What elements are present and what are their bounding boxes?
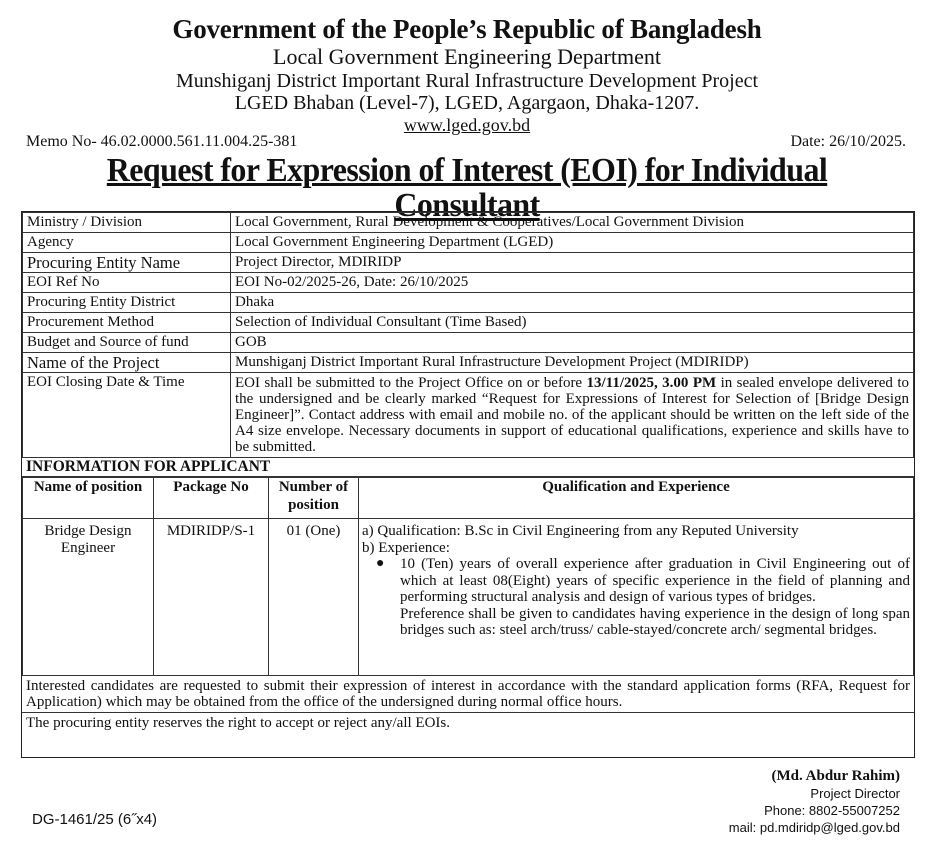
signatory-phone: Phone: 8802-55007252 bbox=[764, 803, 900, 818]
info-row bbox=[23, 293, 914, 313]
info-key: Budget and Source of fund bbox=[23, 333, 231, 353]
office-address: LGED Bhaban (Level-7), LGED, Agargaon, Dhaka-1207. bbox=[234, 92, 700, 115]
info-row bbox=[23, 333, 914, 353]
qualification-cell bbox=[359, 519, 914, 676]
info-row bbox=[23, 353, 914, 373]
government-title: Government of the People’s Republic of Bangladesh bbox=[172, 14, 762, 44]
info-key: Name of the Project bbox=[23, 353, 231, 373]
col-header-qualification: Qualification and Experience bbox=[359, 478, 914, 519]
signatory-designation: Project Director bbox=[810, 786, 900, 801]
info-row bbox=[23, 313, 914, 333]
memo-row bbox=[14, 133, 920, 153]
signature-block bbox=[729, 768, 900, 836]
notice-title: Request for Expression of Interest (EOI) for Individual Consultant bbox=[106, 151, 828, 225]
info-table bbox=[22, 212, 914, 458]
info-value: Dhaka bbox=[231, 293, 914, 313]
info-key: Agency bbox=[23, 233, 231, 253]
rights-note: The procuring entity reserves the right to accept or reject any/all EOIs. bbox=[26, 715, 450, 731]
info-value: GOB bbox=[231, 333, 914, 353]
info-value: EOI No-02/2025-26, Date: 26/10/2025 bbox=[231, 273, 914, 293]
info-key: Procurement Method bbox=[23, 313, 231, 333]
count-cell: 01 (One) bbox=[269, 519, 359, 676]
package-cell: MDIRIDP/S-1 bbox=[154, 519, 269, 676]
signatory-email: mail: pd.mdiridp@lged.gov.bd bbox=[728, 820, 900, 835]
info-row bbox=[23, 213, 914, 233]
qualification-line: a) Qualification: B.Sc in Civil Engineering from any Reputed University bbox=[362, 523, 799, 539]
info-value: Local Government Engineering Department (LGED) bbox=[231, 233, 914, 253]
info-key: Procuring Entity District bbox=[23, 293, 231, 313]
department-name: Local Government Engineering Department bbox=[273, 44, 661, 70]
project-name: Munshiganj District Important Rural Infrastructure Development Project bbox=[175, 69, 759, 92]
info-row bbox=[23, 233, 914, 253]
applicant-table bbox=[22, 477, 914, 676]
experience-text: 10 (Ten) years of overall experience after graduation in Civil Engineering out of which at least 08(Eight) years of specific experience in the field of planning and performing structural analysis and design of various types of bridges. bbox=[400, 556, 910, 605]
info-value: Local Government, Rural Development & Cooperatives/Local Government Division bbox=[231, 213, 914, 233]
closing-row bbox=[23, 373, 914, 458]
memo-number: Memo No- 46.02.0000.561.11.004.25-381 bbox=[26, 132, 298, 150]
col-header-package: Package No bbox=[154, 478, 269, 519]
applicant-section-title: INFORMATION FOR APPLICANT bbox=[22, 458, 914, 477]
closing-deadline: 13/11/2025, 3.00 PM bbox=[586, 375, 717, 391]
website-link[interactable]: www.lged.gov.bd bbox=[403, 114, 531, 135]
notice-body bbox=[21, 211, 915, 758]
applicant-row bbox=[23, 519, 914, 676]
bullet-dot-icon: ● bbox=[376, 556, 385, 571]
applicant-header-row bbox=[23, 478, 914, 519]
info-value: Munshiganj District Important Rural Infrastructure Development Project (MDIRIDP) bbox=[231, 353, 914, 373]
closing-text bbox=[231, 373, 914, 458]
col-header-position: Name of position bbox=[23, 478, 154, 519]
experience-label: b) Experience: bbox=[362, 539, 450, 556]
closing-key: EOI Closing Date & Time bbox=[23, 373, 231, 458]
col-header-number: Number of position bbox=[269, 478, 359, 519]
eoi-notice bbox=[14, 6, 920, 846]
info-value: Selection of Individual Consultant (Time Based) bbox=[231, 313, 914, 333]
preference-text: Preference shall be given to candidates having experience in the design of long span bridges such as: steel arch/truss/ cable-stayed/concrete arch/ segmental bridges. bbox=[400, 605, 910, 638]
memo-date: Date: 26/10/2025. bbox=[790, 132, 906, 150]
info-key: Ministry / Division bbox=[23, 213, 231, 233]
info-value: Project Director, MDIRIDP bbox=[231, 253, 914, 273]
submission-note: Interested candidates are requested to submit their expression of interest in accordance with the standard application forms (RFA, Request for Application) which may be obtained from the office of the undersigned during normal office hours. bbox=[22, 676, 914, 713]
signatory-name: (Md. Abdur Rahim) bbox=[771, 768, 900, 784]
info-key: Procuring Entity Name bbox=[23, 253, 231, 273]
closing-text-after: in sealed envelope delivered to the undersigned and be clearly marked “Request for Expressions of Interest for Selection of [Bridge Design Engineer]”. Contact address with email and mobile no. of the applicant should be written on the left side of the A4 size envelope. Necessary documents in support of educational qualifications, experience and skills have to be submitted. bbox=[235, 375, 909, 455]
letterhead bbox=[14, 14, 920, 135]
closing-text-before: EOI shall be submitted to the Project Office on or before bbox=[235, 375, 587, 391]
position-cell: Bridge Design Engineer bbox=[23, 519, 154, 676]
info-row bbox=[23, 253, 914, 273]
experience-bullet bbox=[362, 556, 910, 606]
info-row bbox=[23, 273, 914, 293]
info-key: EOI Ref No bbox=[23, 273, 231, 293]
dg-reference: DG-1461/25 (6˝x4) bbox=[32, 811, 158, 828]
